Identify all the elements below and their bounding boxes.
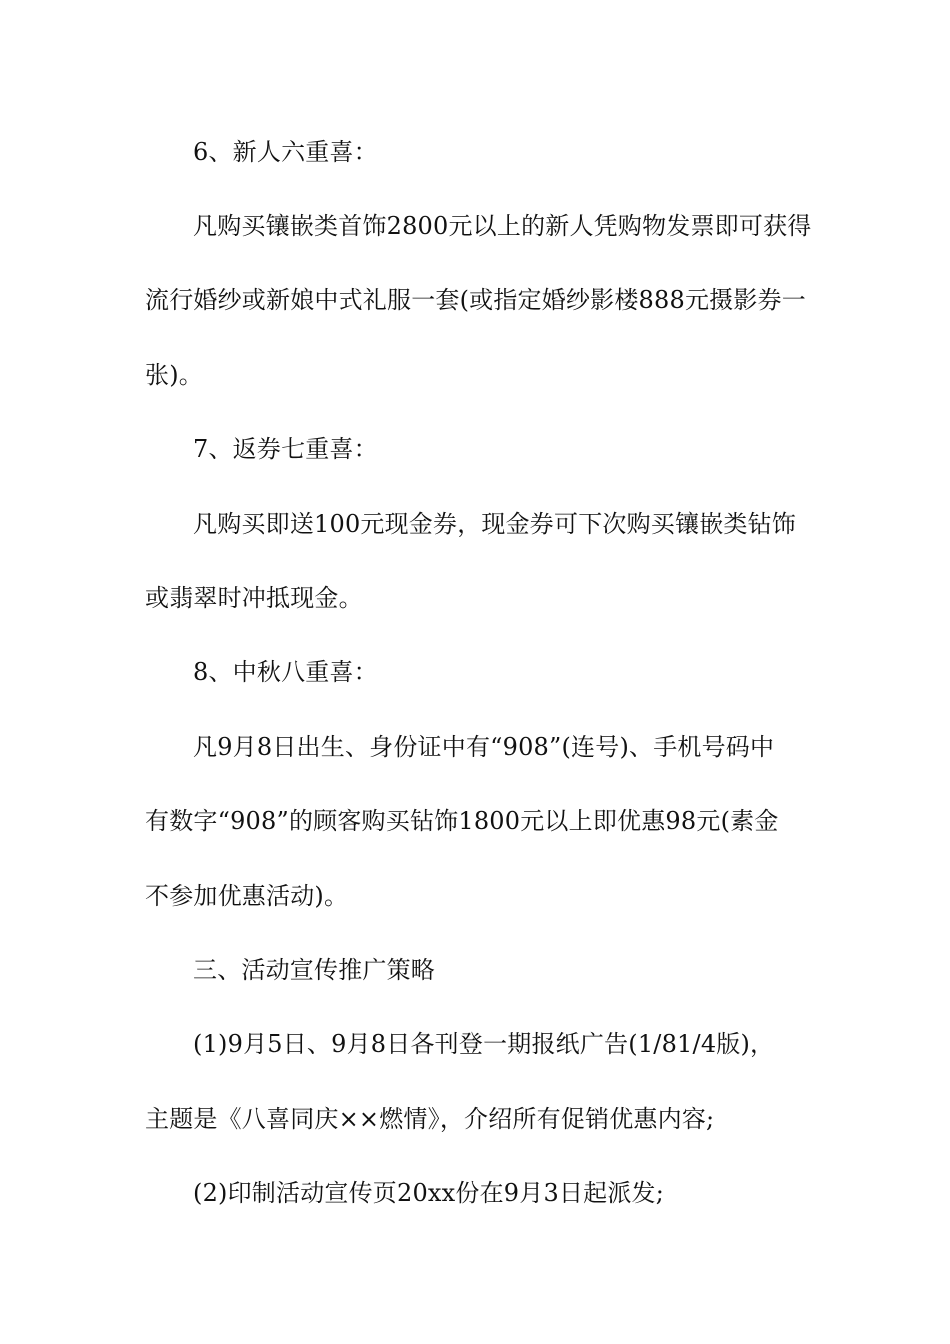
section-heading-6: 6、新人六重喜：: [193, 138, 378, 166]
paragraph-line: 张)。: [145, 361, 203, 389]
paragraph-line: (2)印制活动宣传页20xx份在9月3日起派发;: [193, 1179, 665, 1207]
paragraph-line: 主题是《八喜同庆××燃情》，介绍所有促销优惠内容;: [145, 1105, 715, 1133]
paragraph-line: 有数字“908”的顾客购买钻饰1800元以上即优惠98元(素金: [145, 807, 779, 835]
paragraph-line: 凡购买镶嵌类首饰2800元以上的新人凭购物发票即可获得: [193, 212, 812, 240]
paragraph-line: 流行婚纱或新娘中式礼服一套(或指定婚纱影楼888元摄影券一: [145, 286, 806, 314]
paragraph-line: 凡购买即送100元现金券，现金券可下次购买镶嵌类钻饰: [193, 510, 797, 538]
section-heading-3: 三、活动宣传推广策略: [193, 956, 435, 984]
paragraph-line: 或翡翠时冲抵现金。: [145, 584, 363, 612]
paragraph-line: 不参加优惠活动)。: [145, 882, 349, 910]
section-heading-8: 8、中秋八重喜：: [193, 658, 378, 686]
section-heading-7: 7、返券七重喜：: [193, 435, 378, 463]
paragraph-line: 凡9月8日出生、身份证中有“908”(连号)、手机号码中: [193, 733, 775, 761]
paragraph-line: (1)9月5日、9月8日各刊登一期报纸广告(1/81/4版)，: [193, 1030, 775, 1058]
